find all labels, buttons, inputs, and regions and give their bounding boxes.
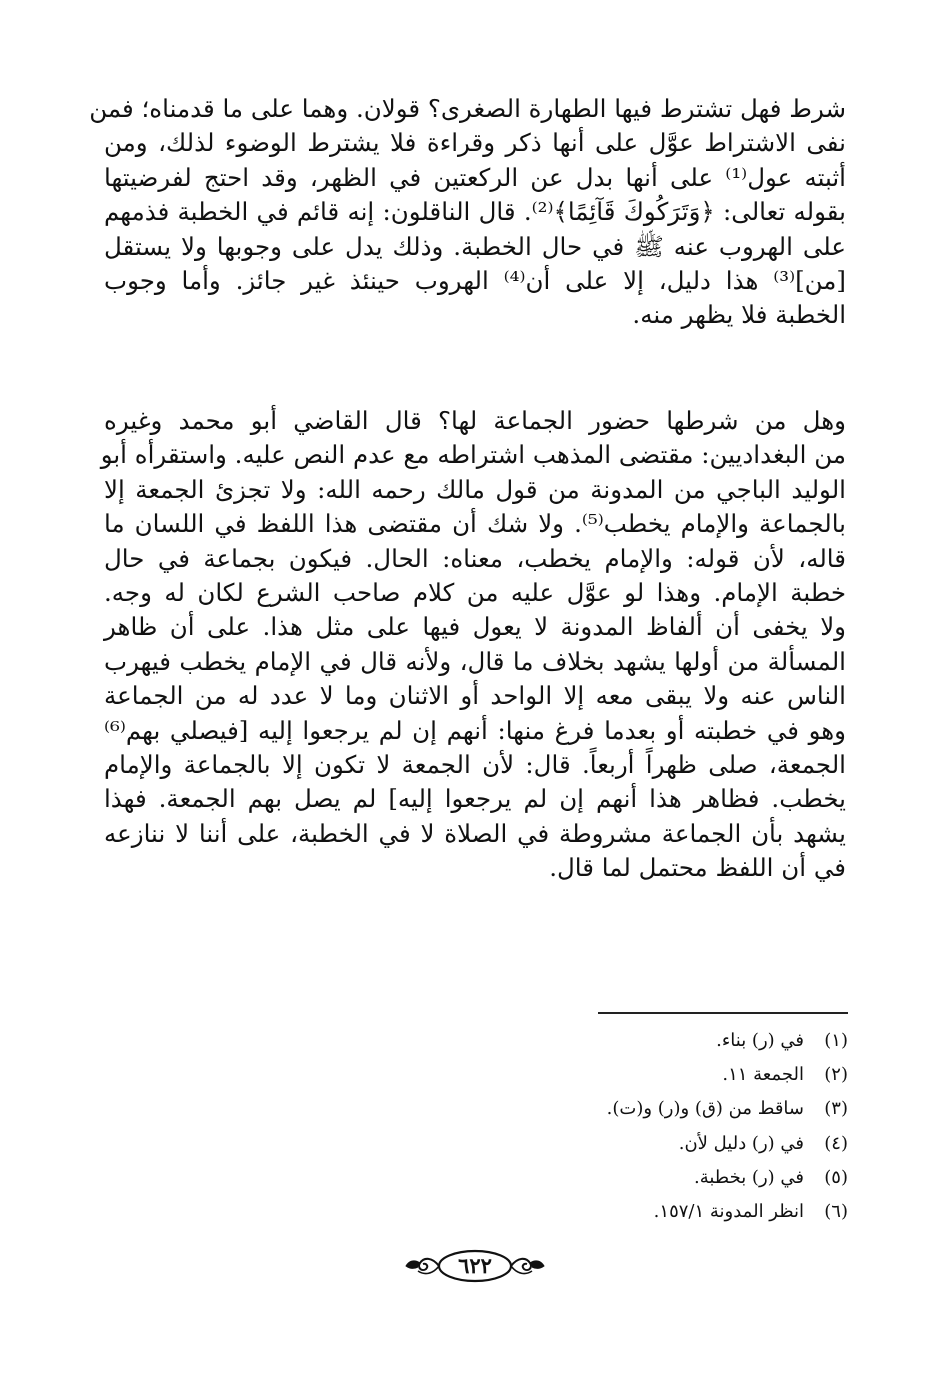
footnote-number: (٤) [824,1132,848,1154]
footnote [448,1161,848,1195]
text-line: يخطب. فظاهر هذا أنهم إن لم يرجعوا إليه] لم يصل بهم الجمعة. فهذا [104,784,846,814]
footnote [448,1195,848,1229]
text-line: على الهروب عنه ﷺ في حال الخطبة. وذلك يدل على وجوبها ولا يستقل [104,231,846,261]
text-line: ولا يخفى أن ألفاظ المدونة لا يعول فيها على مثل هذا. على أن ظاهر [104,612,846,642]
footnote-text: ساقط من (ق) و(ر) و(ت). [606,1098,804,1120]
footnotes [448,1024,848,1229]
paragraph-1 [89,92,846,333]
paragraph-2 [100,404,846,886]
footnote-number: (٥) [824,1166,848,1188]
footnote [448,1127,848,1161]
text-line: وهل من شرطها حضور الجماعة لها؟ قال القاضي أبو محمد وغيره [104,406,846,435]
text-line: أثبته عول⁽¹⁾ على أنها بدل عن الركعتين في الظهر، وقد احتج لفرضيتها [104,162,846,192]
text-line: الخطبة فلا يظهر منه. [632,300,846,330]
text-line: قاله، لأن قوله: والإمام يخطب، معناه: الحال. فيكون بجماعة في حال [104,543,846,573]
footnote-text: في (ر) دليل لأن. [678,1132,804,1154]
footnote-number: (٣) [824,1098,848,1120]
footnote [448,1024,848,1058]
text-line: شرط فهل تشترط فيها الطهارة الصغرى؟ قولان. وهما على ما قدمناه؛ فمن [89,94,846,123]
footnote-text: انظر المدونة ١٥٧/١. [653,1201,804,1223]
text-line: الجمعة، صلى ظهراً أربعاً. قال: لأن الجمعة لا تكون إلا بالجماعة والإمام [104,750,846,780]
text-line: الناس عنه ولا يبقى معه إلا الواحد أو الاثنان وما لا عدد له من الجماعة [104,681,846,711]
text-line: يشهد بأن الجماعة مشروطة في الصلاة لا في الخطبة، على أننا لا ننازعه [104,818,846,848]
text-line: بالجماعة والإمام يخطب⁽⁵⁾. ولا شك أن مقتضى هذا اللفظ في اللسان ما [104,509,846,539]
text-line: [من]⁽³⁾ هذا دليل، إلا على أن⁽⁴⁾ الهروب حينئذ غير جائز. وأما وجوب [104,266,846,296]
text-line: في أن اللفظ محتمل لما قال. [549,853,846,883]
text-line: الوليد الباجي من المدونة من قول مالك رحمه الله: ولا تجزئ الجمعة إلا [104,474,846,504]
footnote-number: (٢) [824,1064,848,1086]
page-number-ornament [404,1247,546,1285]
text-line: المسألة من أولها يشهد بخلاف ما قال، ولأنه قال في الإمام يخطب فيهرب [104,646,846,676]
page-number: ٦٢٢ [458,1253,492,1278]
text-line: نفى الاشتراط عوَّل على أنها ذكر وقراءة فلا يشترط الوضوء لذلك، ومن [104,128,846,158]
footnote [448,1092,848,1126]
text-line: بقوله تعالى: ﴿وَتَرَكُوكَ قَآئِمًا﴾⁽²⁾. قال الناقلون: إنه قائم في الخطبة فذمهم [104,197,846,227]
footnote-text: في (ر) بخطبة. [694,1166,804,1188]
footnote-separator [598,1012,848,1014]
footnote-text: في (ر) بناء. [716,1030,804,1051]
footnote-text: الجمعة ١١. [722,1064,804,1086]
text-line: وهو في خطبته أو بعدما فرغ منها: أنهم إن لم يرجعوا إليه [فيصلي بهم⁽⁶⁾ [104,715,846,745]
footnote-number: (٦) [824,1201,848,1223]
text-line: خطبة الإمام. وهذا لو عوَّل عليه من كلام صاحب الشرع لكان له وجه. [104,578,846,608]
footnote [448,1058,848,1092]
text-line: من البغداديين: مقتضى المذهب اشتراطه مع عدم النص عليه. واستقرأه أبو [100,440,846,470]
footnote-number: (١) [824,1030,848,1051]
